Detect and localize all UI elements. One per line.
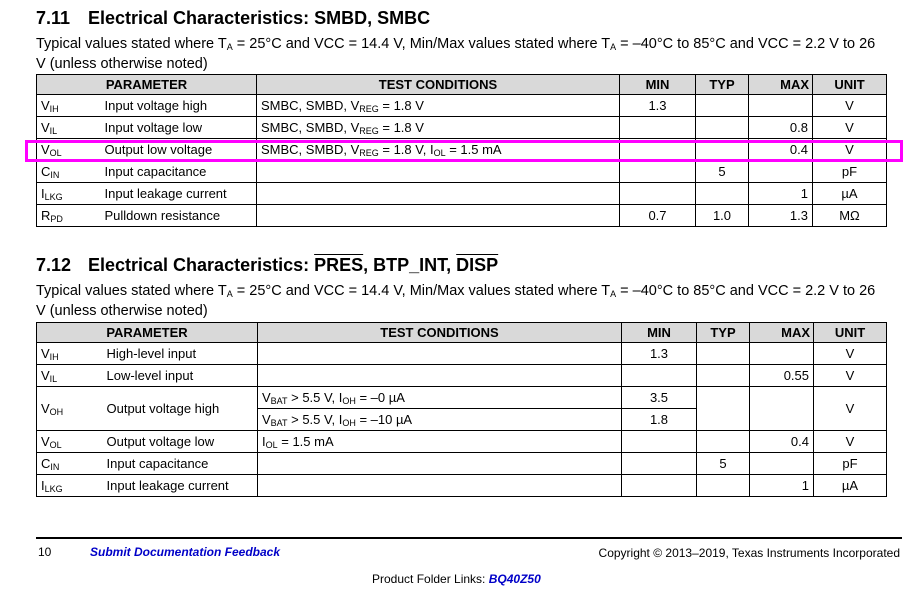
min-value bbox=[622, 431, 697, 453]
typ-value bbox=[696, 95, 749, 117]
typ-value bbox=[697, 431, 750, 453]
table-header-row bbox=[37, 323, 887, 343]
typ-value bbox=[697, 475, 750, 497]
test-condition bbox=[258, 453, 622, 475]
typ-value bbox=[696, 183, 749, 205]
min-value bbox=[620, 161, 696, 183]
symbol: $V_{IL}$ bbox=[37, 365, 103, 387]
typ-value bbox=[697, 343, 750, 365]
max-value: 0.8 bbox=[749, 117, 813, 139]
parameter: Input capacitance bbox=[101, 161, 257, 183]
test-condition: SMBC, SMBD, $V_{REG} = 1.8$ V bbox=[257, 95, 620, 117]
unit-value: pF bbox=[813, 161, 887, 183]
symbol: $V_{OL}$ bbox=[37, 139, 101, 161]
section-7-12-heading: 7.12 Electrical Characteristics: PRES, BTP_INT, DISP bbox=[36, 255, 499, 275]
section-7-11-heading bbox=[36, 8, 430, 29]
parameter: Pulldown resistance bbox=[101, 205, 257, 227]
max-value bbox=[749, 161, 813, 183]
table-header-row bbox=[37, 75, 887, 95]
test-condition bbox=[258, 343, 622, 365]
unit-value: V bbox=[813, 117, 887, 139]
table-row bbox=[37, 95, 887, 117]
parameter: Input voltage high bbox=[101, 95, 257, 117]
table-row bbox=[37, 475, 887, 497]
table-row bbox=[37, 205, 887, 227]
symbol: $V_{IL}$ bbox=[37, 117, 101, 139]
min-value bbox=[620, 117, 696, 139]
unit-value: V bbox=[813, 95, 887, 117]
footer-divider bbox=[36, 537, 902, 539]
symbol: $C_{IN}$ bbox=[37, 453, 103, 475]
unit-value: V bbox=[814, 343, 887, 365]
typ-value bbox=[696, 117, 749, 139]
typ-value: 1.0 bbox=[696, 205, 749, 227]
table-row bbox=[37, 343, 887, 365]
part-number-link[interactable]: BQ40Z50 bbox=[488, 572, 541, 586]
parameter: Input leakage current bbox=[101, 183, 257, 205]
symbol: $V_{IH}$ bbox=[37, 343, 103, 365]
min-value: 0.7 bbox=[620, 205, 696, 227]
min-value: 1.3 bbox=[620, 95, 696, 117]
parameter: Output voltage low bbox=[103, 431, 258, 453]
unit-value: MΩ bbox=[813, 205, 887, 227]
typ-value bbox=[697, 387, 750, 431]
header-unit: UNIT bbox=[814, 323, 887, 343]
unit-value: µA bbox=[813, 183, 887, 205]
disp-signal: DISP bbox=[456, 255, 499, 275]
table-row bbox=[37, 183, 887, 205]
unit-value: pF bbox=[814, 453, 887, 475]
min-value: 1.8 bbox=[622, 409, 697, 431]
parameter: Output low voltage bbox=[101, 139, 257, 161]
parameter: Input voltage low bbox=[101, 117, 257, 139]
header-unit: UNIT bbox=[813, 75, 887, 95]
symbol: $C_{IN}$ bbox=[37, 161, 101, 183]
min-value bbox=[622, 475, 697, 497]
header-max: MAX bbox=[750, 323, 814, 343]
test-condition bbox=[257, 205, 620, 227]
section-7-11-description: Typical values stated where $T_A = 25^\circ C$ and VCC = 14.4 V, Min/Max values stated where $T_A = -40^\circ C$ to 85°C and VCC = 2.2 V to 26 V (unless otherwise noted) bbox=[36, 36, 876, 72]
section-7-12-description: Typical values stated where $T_A = 25^\circ C$ and VCC = 14.4 V, Min/Max values stated where $T_A = -40^\circ C$ to 85°C and VCC = 2.2 V to 26 V (unless otherwise noted) bbox=[36, 283, 876, 319]
table-row bbox=[37, 387, 887, 409]
parameter: Low-level input bbox=[103, 365, 258, 387]
header-parameter: PARAMETER bbox=[37, 75, 257, 95]
header-test-conditions: TEST CONDITIONS bbox=[257, 75, 620, 95]
max-value bbox=[750, 387, 814, 431]
table-row bbox=[37, 431, 887, 453]
header-typ: TYP bbox=[697, 323, 750, 343]
symbol: $V_{OL}$ bbox=[37, 431, 103, 453]
unit-value: V bbox=[814, 365, 887, 387]
header-min: MIN bbox=[622, 323, 697, 343]
max-value: 0.55 bbox=[750, 365, 814, 387]
max-value bbox=[750, 343, 814, 365]
max-value: 1 bbox=[750, 475, 814, 497]
test-condition bbox=[257, 161, 620, 183]
test-condition bbox=[258, 475, 622, 497]
symbol: $I_{LKG}$ bbox=[37, 475, 103, 497]
parameter: Output voltage high bbox=[103, 387, 258, 431]
header-max: MAX bbox=[749, 75, 813, 95]
min-value bbox=[622, 453, 697, 475]
test-condition bbox=[258, 365, 622, 387]
max-value bbox=[749, 95, 813, 117]
section-title: Electrical Characteristics: SMBD, SMBC bbox=[88, 8, 431, 28]
parameter: High-level input bbox=[103, 343, 258, 365]
header-typ: TYP bbox=[696, 75, 749, 95]
test-condition bbox=[257, 183, 620, 205]
parameter: Input capacitance bbox=[103, 453, 258, 475]
unit-value: V bbox=[813, 139, 887, 161]
section-number: 7.12 bbox=[36, 255, 72, 275]
max-value: 0.4 bbox=[749, 139, 813, 161]
min-value: 1.3 bbox=[622, 343, 697, 365]
max-value: 1 bbox=[749, 183, 813, 205]
typ-value: 5 bbox=[696, 161, 749, 183]
unit-value: µA bbox=[814, 475, 887, 497]
min-value bbox=[620, 183, 696, 205]
max-value bbox=[750, 453, 814, 475]
highlight-box bbox=[25, 140, 903, 162]
page-number: 10 bbox=[38, 545, 52, 559]
table-row bbox=[37, 161, 887, 183]
header-parameter: PARAMETER bbox=[37, 323, 258, 343]
pres-signal: PRES bbox=[314, 255, 364, 275]
min-value: 3.5 bbox=[622, 387, 697, 409]
max-value: 1.3 bbox=[749, 205, 813, 227]
header-min: MIN bbox=[620, 75, 696, 95]
unit-value: V bbox=[814, 431, 887, 453]
submit-feedback-link[interactable]: Submit Documentation Feedback bbox=[90, 545, 281, 559]
table-row bbox=[37, 453, 887, 475]
section-number: 7.11 bbox=[36, 8, 71, 28]
test-condition: SMBC, SMBD, $V_{REG} = 1.8$ V bbox=[257, 117, 620, 139]
header-test-conditions: TEST CONDITIONS bbox=[258, 323, 622, 343]
symbol: $I_{LKG}$ bbox=[37, 183, 101, 205]
table-row bbox=[37, 117, 887, 139]
test-condition: $V_{BAT} > 5.5$ V, $I_{OH} = -0$ µA bbox=[258, 387, 622, 409]
test-condition: $I_{OL} = 1.5$ mA bbox=[258, 431, 622, 453]
unit-value: V bbox=[814, 387, 887, 431]
copyright-text: Copyright © 2013–2019, Texas Instruments Incorporated bbox=[598, 546, 900, 560]
test-condition: SMBC, SMBD, $V_{REG} = 1.8$ V, $I_{OL} = 1.5$ mA bbox=[257, 139, 620, 161]
pres-btp-disp-table bbox=[36, 322, 887, 497]
max-value: 0.4 bbox=[750, 431, 814, 453]
table-row bbox=[37, 365, 887, 387]
parameter: Input leakage current bbox=[103, 475, 258, 497]
test-condition: $V_{BAT} > 5.5$ V, $I_{OH} = -10$ µA bbox=[258, 409, 622, 431]
symbol: $V_{OH}$ bbox=[37, 387, 103, 431]
symbol: $R_{PD}$ bbox=[37, 205, 101, 227]
min-value bbox=[622, 365, 697, 387]
typ-value bbox=[697, 365, 750, 387]
typ-value: 5 bbox=[697, 453, 750, 475]
product-folder-links: Product Folder Links: BQ40Z50 bbox=[372, 572, 541, 586]
symbol: $V_{IH}$ bbox=[37, 95, 101, 117]
